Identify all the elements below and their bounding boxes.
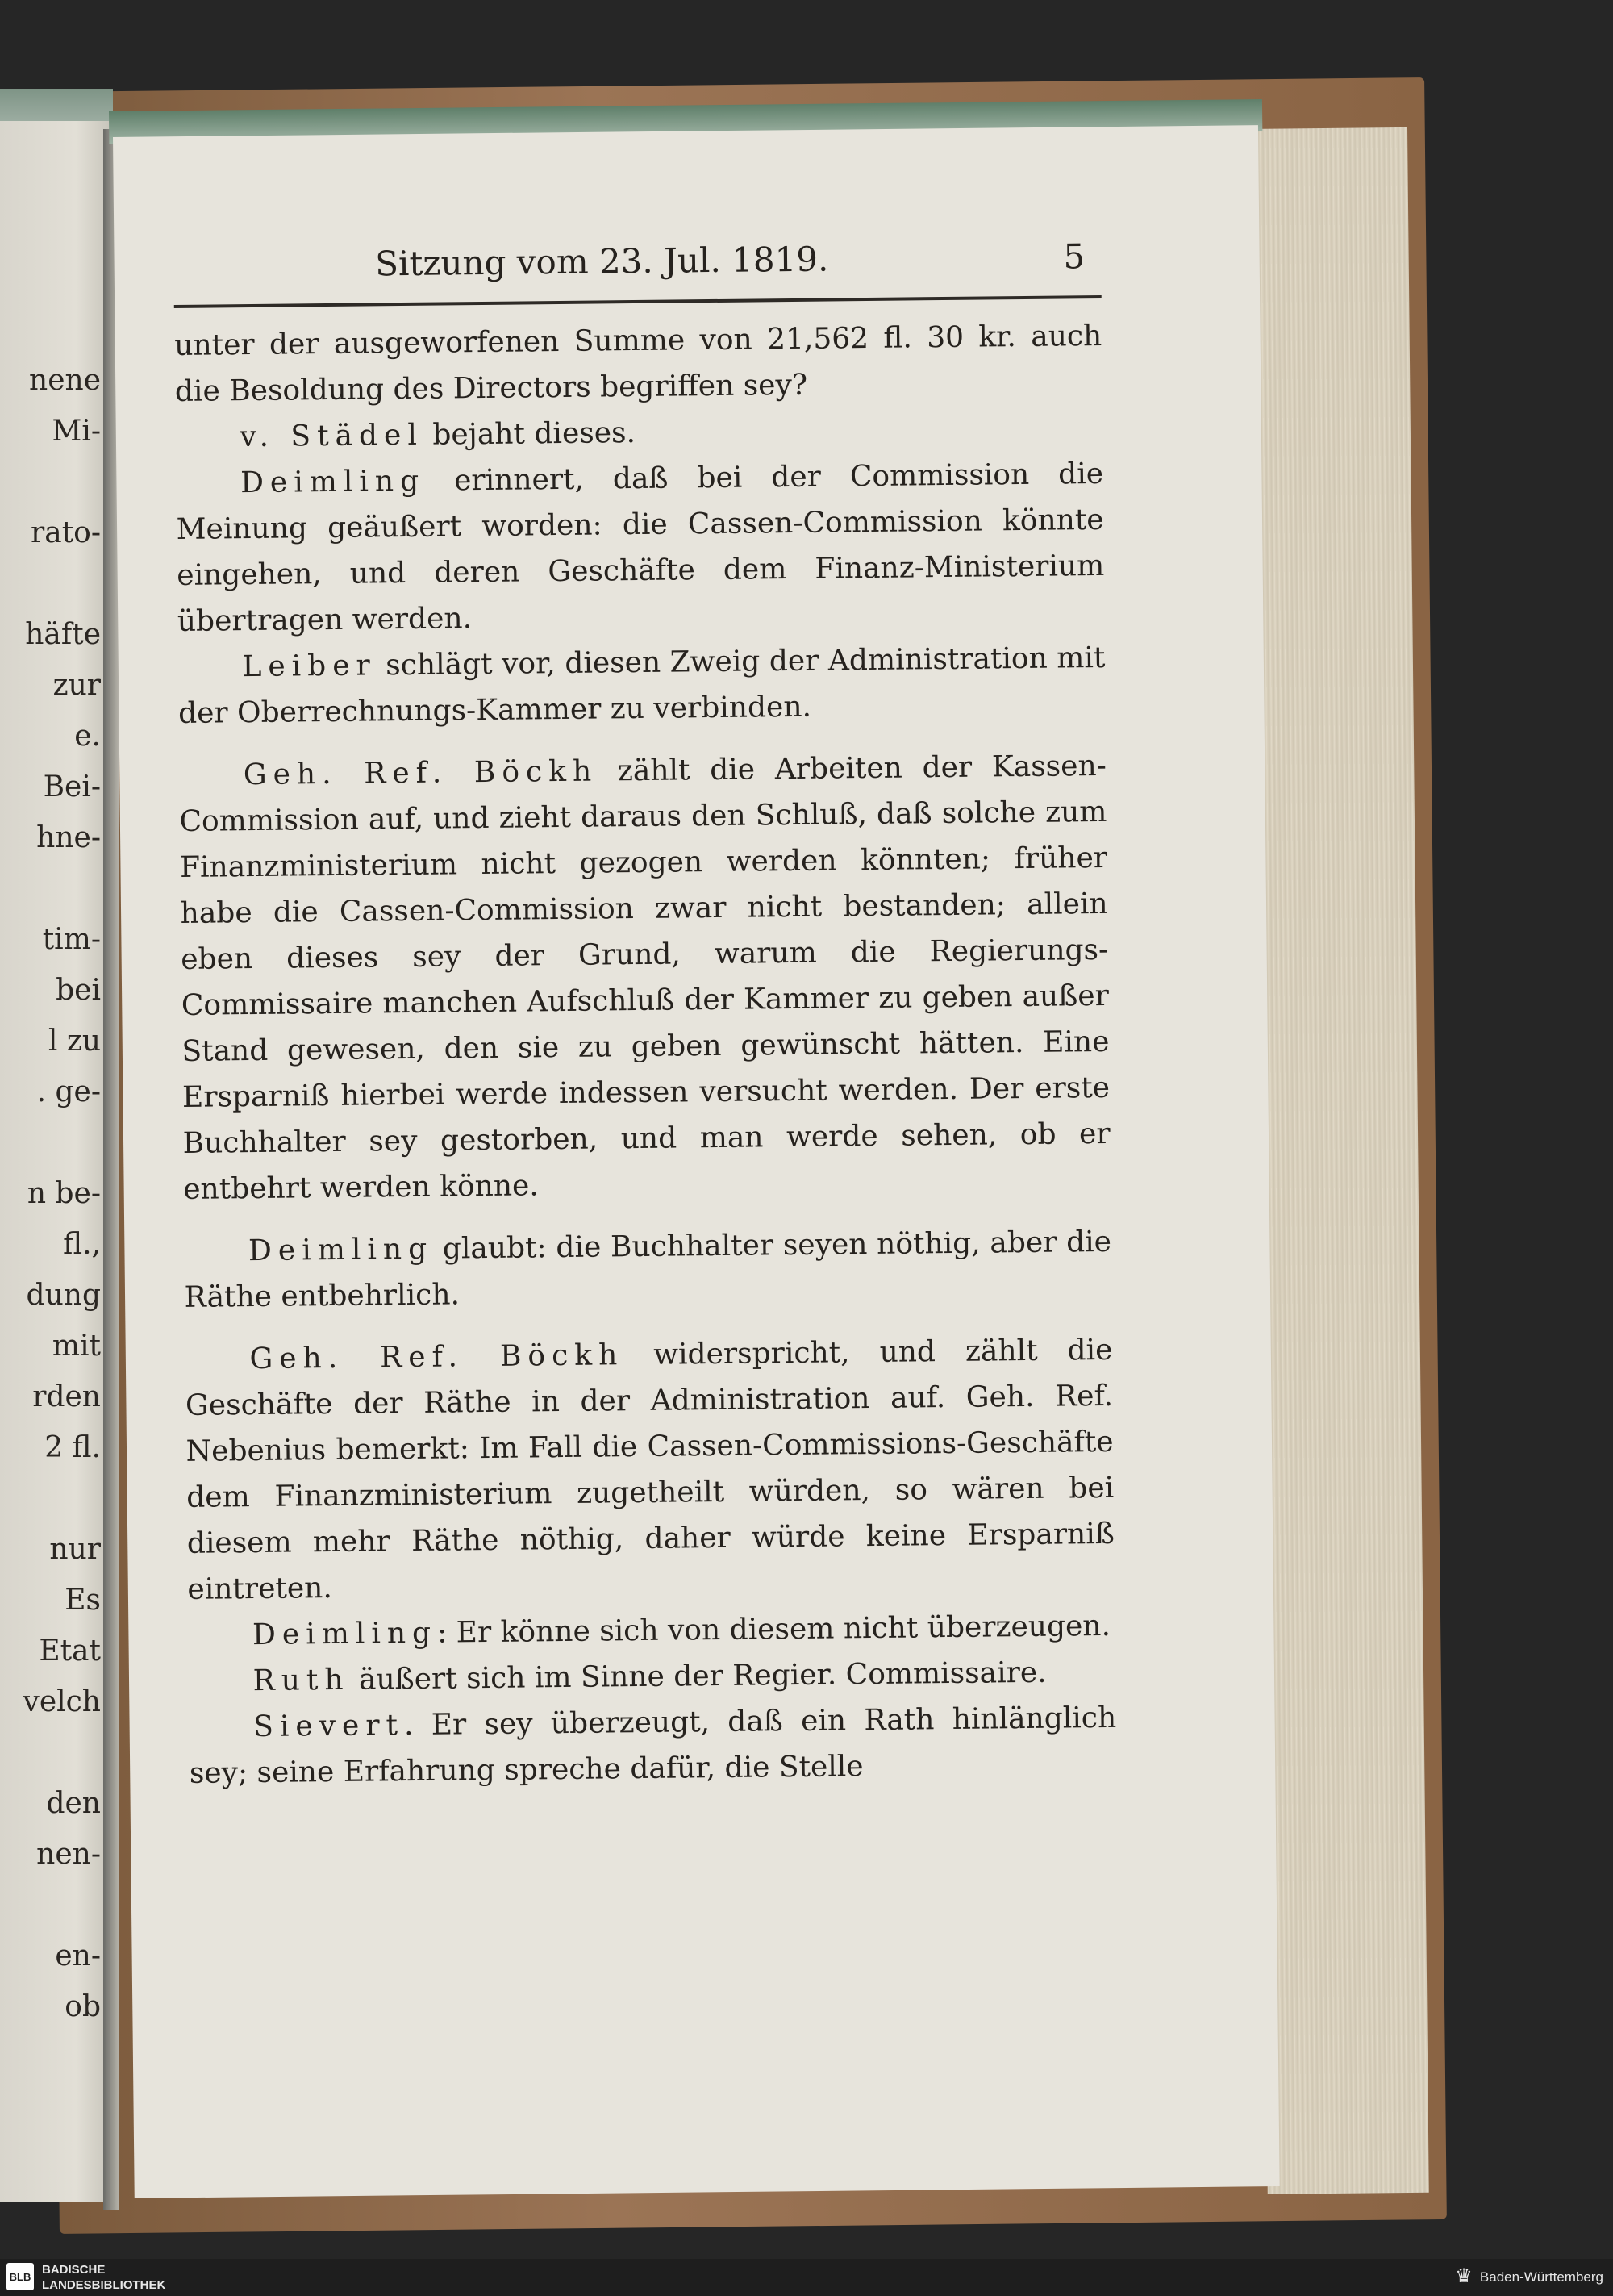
left-page-fragment: Etat [39, 1634, 101, 1668]
paragraph [179, 743, 1111, 1213]
left-page-fragment [0, 863, 101, 914]
state-name: Baden-Württemberg [1479, 2269, 1603, 2285]
paragraph [177, 635, 1106, 737]
left-page-fragment [0, 1727, 101, 1778]
left-page-fragment: zur [52, 669, 101, 702]
paragraph-text: . Er sey überzeugt, daß ein Rath hinlänglich sey; seine Erfahrung spreche dafür, die Stelle [189, 1701, 1117, 1790]
left-page-fragment: Bei- [43, 770, 101, 804]
speaker-name: Geh. Ref. Böckh [249, 1338, 624, 1376]
left-page-fragment: nen- [36, 1838, 101, 1871]
left-page-fragment: den [46, 1787, 101, 1820]
paragraph [189, 1695, 1117, 1797]
speaker-name: Leiber [242, 649, 377, 684]
left-page-fragment: rato- [31, 516, 101, 549]
running-header [173, 236, 1102, 294]
left-page-fragment: e. [74, 720, 101, 753]
blb-logo-icon: BLB [6, 2263, 34, 2290]
footer-bar [0, 2259, 1613, 2296]
left-page-fragment: hne- [36, 821, 101, 854]
paragraph-text: schlägt vor, diesen Zweig der Administration mit der Oberrechnungs-Kammer zu verbinden. [177, 641, 1106, 730]
paragraph [185, 1327, 1115, 1613]
left-page-fragment: rden [32, 1380, 101, 1413]
paragraph-text: äußert sich im Sinne der Regier. Commissaire. [349, 1655, 1047, 1697]
paragraph-text: glaubt: die Buchhalter seyen nöthig, aber die Räthe entbehrlich. [184, 1225, 1112, 1314]
paragraph [174, 313, 1102, 415]
paragraph-list [174, 313, 1117, 1797]
speaker-name: Deimling [248, 1232, 434, 1268]
left-page-fragment: nur [49, 1533, 101, 1566]
paragraph-text: erinnert, daß bei der Commission die Meinung geäußert worden: die Cassen-Commission könnte eingehen, und deren Geschäfte dem Finanz-Ministerium übertragen werden. [176, 457, 1105, 638]
left-page-fragment: n be- [27, 1177, 101, 1210]
paragraph-text: bejaht dieses. [423, 416, 636, 452]
left-page-fragment: nene [29, 364, 101, 397]
paragraph-text: unter der ausgeworfenen Summe von 21,562 fl. 30 kr. auch die Besoldung des Directors begriffen sey? [174, 319, 1102, 408]
speaker-name: v. Städel [240, 418, 424, 454]
left-page-fragment: Mi- [52, 415, 101, 448]
library-name-line2: LANDESBIBLIOTHEK [42, 2278, 166, 2292]
left-page-fragment [0, 1880, 101, 1931]
library-name [42, 2262, 165, 2293]
state-crest-icon: ♛ [1455, 2265, 1473, 2287]
left-page-fragment: bei [56, 974, 101, 1007]
left-page-fragment: . ge- [36, 1075, 101, 1108]
speaker-name: Geh. Ref. Böckh [243, 754, 598, 792]
left-page-fragment: 2 fl. [44, 1431, 101, 1464]
paragraph-text: widerspricht, und zählt die Geschäfte der Räthe in der Administration auf. Geh. Ref. Nebenius bemerkt: Im Fall die Cassen-Commissions-Geschäfte dem Finanzministerium zugetheilt würden, so wären bei diesem mehr Räthe nöthig, daher würde keine Ersparniß eintreten. [185, 1333, 1115, 1606]
speaker-name: Deimling [252, 1616, 438, 1652]
library-name-line1: BADISCHE [42, 2263, 106, 2277]
left-page-text-fragments [0, 355, 101, 2032]
left-page-fragment: tim- [42, 923, 101, 956]
page-text [173, 236, 1117, 1797]
speaker-name: Ruth [252, 1663, 350, 1698]
speaker-name: Sievert [253, 1709, 405, 1744]
left-page-fragment [0, 1473, 101, 1524]
left-page-fragment: häfte [25, 618, 101, 651]
speaker-name: Deimling [240, 464, 426, 500]
paragraph-text: : Er könne sich von diesem nicht überzeugen. [436, 1609, 1111, 1650]
header-rule [174, 295, 1102, 308]
paragraph-text: zählt die Arbeiten der Kassen-Commission auf, und zieht daraus den Schluß, daß solche zum Finanzministerium nicht gezogen werden könnten; früher habe die Cassen-Commission zwar nicht bestanden; allein eben dieses sey der Grund, warum die Regierungs-Commissaire manchen Aufschluß der Kammer zu geben außer Stand gewesen, den sie zu geben gewünscht hätten. Eine Ersparniß hierbei werde indessen versucht werden. Der erste Buchhalter sey gestorben, und man werde sehen, ob er entbehrt werden könne. [179, 749, 1111, 1206]
running-title: Sitzung vom 23. Jul. 1819. [374, 239, 829, 284]
left-page-fragment: mit [52, 1330, 101, 1363]
page-number: 5 [1063, 236, 1086, 277]
left-page-fragment [0, 1117, 101, 1168]
left-page-fragment [0, 558, 101, 609]
left-page-fragment: dung [26, 1279, 101, 1312]
left-page-fragment [0, 457, 101, 507]
left-page-fragment: l zu [48, 1025, 101, 1058]
left-page-fragment: Es [65, 1584, 101, 1617]
left-page-fragment: fl., [63, 1228, 101, 1261]
paragraph [176, 451, 1105, 645]
left-page-fragment: ob [65, 1990, 101, 2023]
left-page-fragment: en- [55, 1939, 101, 1972]
paragraph [184, 1219, 1112, 1321]
left-page-fragment: velch [23, 1685, 101, 1718]
